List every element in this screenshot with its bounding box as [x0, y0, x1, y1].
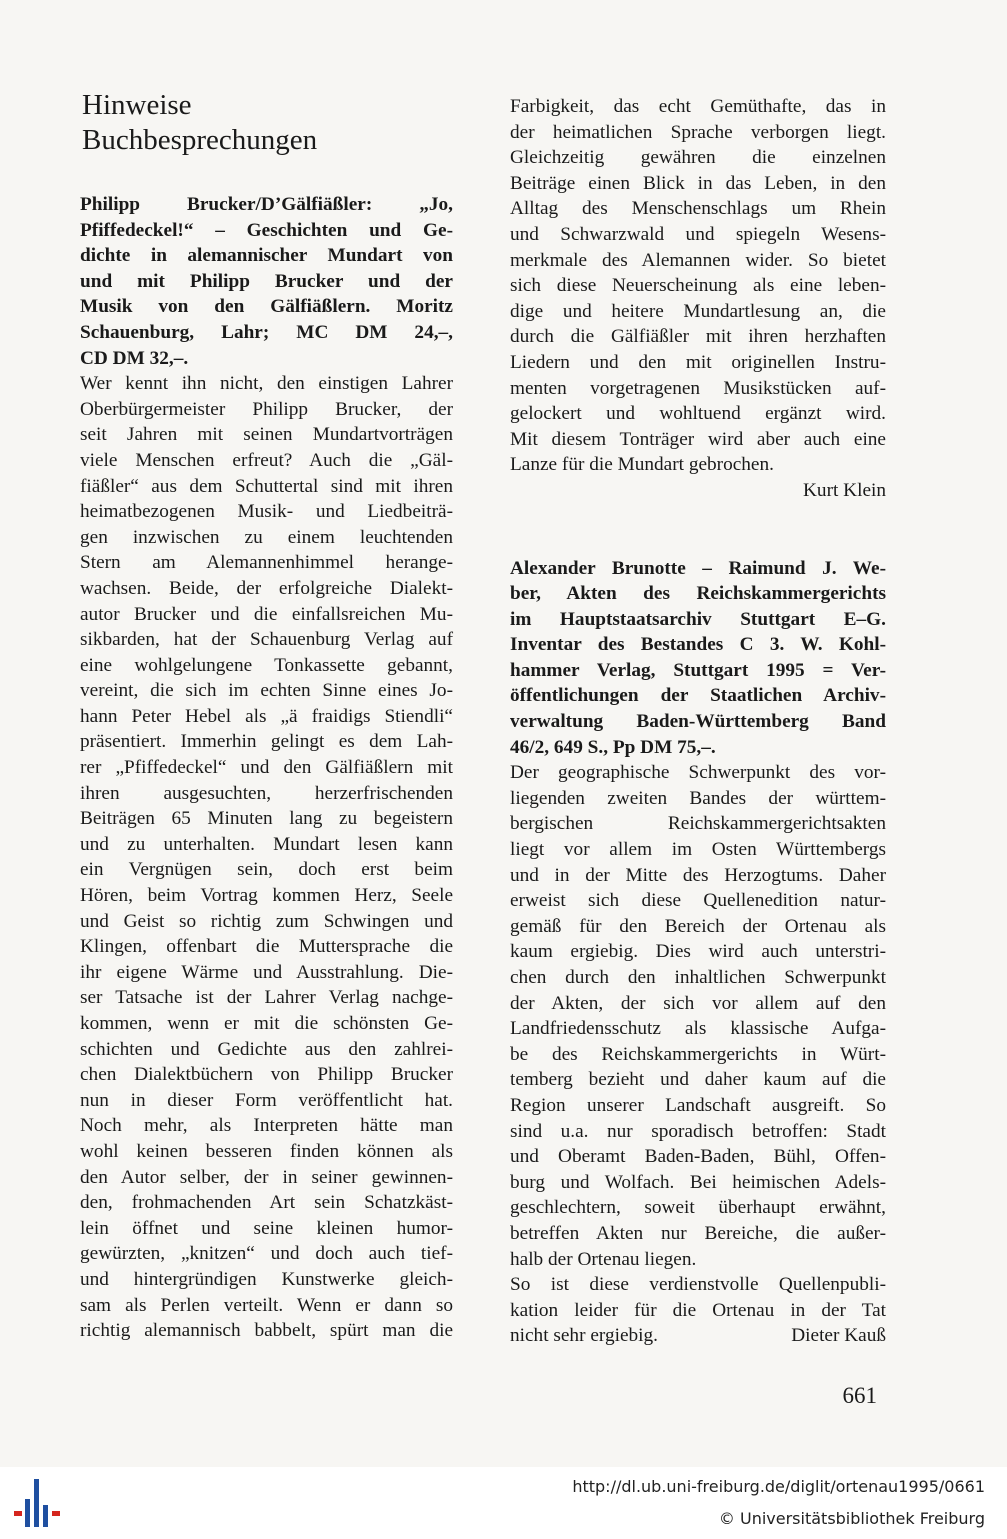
review-title-brunotte [510, 556, 886, 761]
text-line: Landfriedensschutz als klassische Aufga- [510, 1018, 886, 1040]
review-body-brunotte-conclusion [510, 1272, 886, 1323]
text-line: Schauenburg, Lahr; MC DM 24,–, [80, 321, 453, 343]
review-body-brucker-continued [510, 94, 886, 478]
text-line: ihren ausgesuchten, herzerfrischenden [80, 782, 453, 804]
text-line: Mit diesem Tonträger wird aber auch eine [510, 428, 886, 450]
text-line: sikbarden, hat der Schauenburg Verlag auf [80, 629, 453, 651]
text-line: chen durch den inhaltlichen Schwerpunkt [510, 967, 886, 988]
text-line: vereint, die sich im echten Sinne eines Jo- [80, 680, 453, 702]
text-line: Beiträgen 65 Minuten lang zu begeistern [80, 808, 453, 830]
text-line: wachsen. Beide, der erfolgreiche Dialekt- [80, 577, 453, 599]
text-line: durch die Gälfiäßler mit ihren herzhaften [510, 326, 886, 348]
reviewer-signature: Dieter Kauß [791, 1325, 886, 1347]
text-line: Noch mehr, als Interpreten hätte man [80, 1115, 453, 1137]
text-line: be des Reichskammergerichts in Würt- [510, 1043, 886, 1065]
text-line: gen inzwischen zu einem leuchtenden [80, 526, 453, 548]
section-heading [82, 88, 462, 158]
heading-line: Buchbesprechungen [82, 124, 318, 156]
text-line: Gleichzeitig gewähren die einzelnen [510, 147, 886, 169]
text-line: So ist diese verdienstvolle Quellenpubli- [510, 1274, 886, 1296]
text-line: Stern am Alemannenhimmel herange- [80, 552, 453, 574]
text-line: Farbigkeit, das echt Gemüthafte, das in [510, 96, 886, 117]
text-line: ber, Akten des Reichskammergerichts [510, 583, 886, 605]
text-line: kation leider für die Ortenau in der Tat [510, 1299, 886, 1321]
closing-line [510, 1323, 886, 1349]
text-line: sam als Perlen verteilt. Wenn er dann so [80, 1294, 453, 1316]
text-line: Inventar des Bestandes C 3. W. Kohl- [510, 634, 886, 656]
text-line: ser Tatsache ist der Lahrer Verlag nachge- [80, 987, 453, 1009]
text-line: betreffen Akten nur Bereiche, die außer- [510, 1222, 886, 1244]
text-line: kommen, wenn er mit die schönsten Ge- [80, 1013, 453, 1034]
text-line: und in der Mitte des Herzogtums. Daher [510, 864, 886, 886]
text-line: lein öffnet und seine kleinen humor- [80, 1217, 453, 1239]
text-line: Musik von den Gälfiäßlern. Moritz [80, 296, 453, 318]
text-line: geschlechtern, soweit überhaupt erwähnt, [510, 1197, 886, 1219]
heading-line: Hinweise [82, 89, 192, 121]
library-logo-icon [12, 1477, 64, 1533]
text-line: autor Brucker und die einfallsreichen Mu- [80, 603, 453, 625]
text-line: präsentiert. Immerhin gelingt es dem Lah- [80, 731, 453, 753]
text-line: Oberbürgermeister Philipp Brucker, der [80, 398, 453, 420]
text-line: der heimatlichen Sprache verborgen liegt. [510, 121, 886, 143]
text-line: und mit Philipp Brucker und der [80, 270, 453, 292]
review-body-brunotte [510, 760, 886, 1272]
text-line: menten vorgetragenen Musikstücken auf- [510, 377, 886, 399]
text-line: verwaltung Baden-Württemberg Band [510, 711, 886, 733]
text-line: hammer Verlag, Stuttgart 1995 = Ver- [510, 659, 886, 681]
text-line: erweist sich diese Quellenedition natur- [510, 890, 886, 912]
left-column [80, 192, 453, 1344]
text-line: sind u.a. nur sporadisch betroffen: Stadt [510, 1120, 886, 1142]
text-line: gewürzten, „knitzen“ und doch auch tief- [80, 1243, 453, 1265]
text-line: dige und heitere Mundartlesung an, die [510, 300, 886, 322]
text-line: seit Jahren mit seinen Mundartvorträgen [80, 424, 453, 446]
text-line: und Geist so richtig zum Schwingen und [80, 910, 453, 932]
text-line: eine wohlgelungene Tonkassette gebannt, [80, 654, 453, 676]
text-line: fiäßler“ aus dem Schuttertal sind mit ihren [80, 475, 453, 497]
text-line: schichten und Gedichte aus den zahlrei- [80, 1038, 453, 1060]
text-line: Alltag des Menschenschlags um Rhein [510, 198, 886, 220]
review-title-brucker [80, 192, 453, 371]
copyright-notice: © Universitätsbibliothek Freiburg [718, 1509, 985, 1528]
text-line: liegenden zweiten Bandes der württem- [510, 787, 886, 809]
closing-text: nicht sehr ergiebig. [510, 1325, 658, 1347]
text-line: hann Peter Hebel als „ä fraidigs Stiendli“ [80, 705, 453, 727]
text-line: heimatbezogenen Musik- und Liedbeiträ- [80, 501, 453, 523]
text-line: den, frohmachenden Art sein Schatzkäst- [80, 1192, 453, 1214]
footer-bar [0, 1467, 1007, 1539]
text-line: den Autor selber, der in seiner gewinnen- [80, 1166, 453, 1188]
text-line: der Akten, der sich vor allem auf den [510, 992, 886, 1014]
text-line: Hören, beim Vortrag kommen Herz, Seele [80, 885, 453, 907]
text-line: Pfiffedeckel!“ – Geschichten und Ge- [80, 219, 453, 241]
text-line: gelockert und wohltuend ergänzt wird. [510, 403, 886, 425]
text-line: dichte in alemannischer Mundart von [80, 245, 453, 267]
text-line: Alexander Brunotte – Raimund J. We- [510, 557, 886, 579]
text-line: halb der Ortenau liegen. [510, 1248, 697, 1270]
text-line: viele Menschen erfreut? Auch die „Gäl- [80, 449, 453, 471]
text-line: und Schwarzwald und spiegeln Wesens- [510, 223, 886, 245]
text-line: temberg bezieht und daher kaum auf die [510, 1069, 886, 1091]
source-url-link[interactable]: http://dl.ub.uni-freiburg.de/diglit/ortenau1995/0661 [572, 1477, 985, 1496]
text-line: Lanze für die Mundart gebrochen. [510, 454, 774, 476]
review-body-brucker [80, 371, 453, 1344]
text-line: im Hauptstaatsarchiv Stuttgart E–G. [510, 608, 886, 630]
text-line: rer „Pfiffedeckel“ und den Gälfiäßlern mit [80, 757, 453, 779]
text-line: burg und Wolfach. Bei heimischen Adels- [510, 1171, 886, 1193]
text-line: Beiträge einen Blick in das Leben, in den [510, 172, 886, 194]
text-line: Der geographische Schwerpunkt des vor- [510, 762, 886, 784]
text-line: Liedern und den mit originellen Instru- [510, 351, 886, 373]
text-line: sich diese Neuerscheinung als eine leben- [510, 275, 886, 297]
text-line: merkmale des Alemannen wider. So bietet [510, 249, 886, 271]
text-line: kaum ergiebig. Dies wird auch unterstri- [510, 941, 886, 963]
text-line: ihr eigene Wärme und Ausstrahlung. Die- [80, 961, 453, 983]
text-line: öffentlichungen der Staatlichen Archiv- [510, 685, 886, 707]
text-line: und zu unterhalten. Mundart lesen kann [80, 833, 453, 855]
text-line: 46/2, 649 S., Pp DM 75,–. [510, 736, 716, 758]
text-line: richtig alemannisch babbelt, spürt man die [80, 1320, 453, 1342]
right-column [510, 94, 886, 1349]
text-line: gemäß für den Bereich der Ortenau als [510, 915, 886, 937]
text-line: und Oberamt Baden-Baden, Bühl, Offen- [510, 1146, 886, 1168]
text-line: und hintergründigen Kunstwerke gleich- [80, 1268, 453, 1290]
text-line: ein Vergnügen sein, doch erst beim [80, 859, 453, 881]
text-line: liegt vor allem im Osten Württembergs [510, 839, 886, 861]
text-line: bergischen Reichskammergerichtsakten [510, 813, 886, 835]
text-line: CD DM 32,–. [80, 347, 189, 369]
text-line: nun in dieser Form veröffentlicht hat. [80, 1089, 453, 1111]
text-line: Philipp Brucker/D’Gälfiäßler: „Jo, [80, 194, 453, 215]
page-number: 661 [842, 1383, 877, 1408]
text-line: Wer kennt ihn nicht, den einstigen Lahrer [80, 373, 453, 395]
reviewer-signature: Kurt Klein [803, 479, 886, 501]
text-line: Region unserer Landschaft ausgreift. So [510, 1094, 886, 1116]
text-line: Klingen, offenbart die Muttersprache die [80, 936, 453, 958]
text-line: wohl keinen besseren finden können als [80, 1140, 453, 1162]
text-line: chen Dialektbüchern von Philipp Brucker [80, 1064, 453, 1086]
